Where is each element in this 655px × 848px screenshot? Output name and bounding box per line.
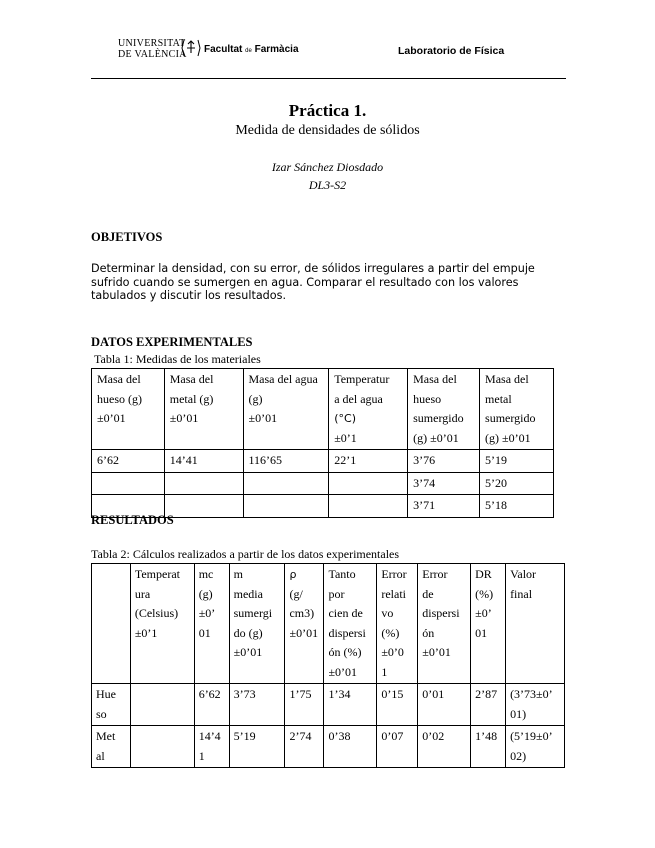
- header-cell-line: Temperatur: [334, 372, 390, 386]
- objectives-line: Determinar la densidad, con su error, de sólidos irregulares a partir del empuje: [91, 262, 535, 275]
- header-cell-line: ura: [134, 586, 151, 601]
- header-cell-line: ±0’: [475, 606, 492, 620]
- header-cell-line: Temperat: [134, 567, 180, 581]
- header-cell-line: dispersi: [422, 606, 460, 620]
- table-header-cell: [324, 564, 377, 684]
- cell-line: (3’73±0’: [510, 687, 553, 701]
- table-row: [92, 684, 565, 726]
- header-cell-line: ±0’01: [169, 411, 199, 425]
- table-cell: [194, 726, 229, 768]
- lab-name: Laboratorio de Física: [398, 45, 505, 57]
- table-cell: [92, 472, 165, 495]
- header-cell-line: do (g): [233, 625, 263, 640]
- header-divider: [91, 78, 566, 79]
- header-cell-line: 01: [475, 625, 488, 640]
- table-cell: [229, 726, 285, 768]
- header-cell-line: Masa del: [485, 372, 529, 386]
- header-cell-line: Valor: [510, 567, 537, 581]
- author-name: Izar Sánchez Diosdado: [271, 160, 384, 174]
- header-cell-line: sumergido: [413, 411, 464, 425]
- header-cell-line: m: [233, 567, 243, 581]
- table-header-cell: [329, 369, 408, 450]
- logo-faculty-prefix: Facultat: [204, 44, 243, 55]
- objectives-heading: OBJETIVOS: [91, 230, 163, 244]
- header-cell-line: sumergi: [233, 606, 273, 620]
- header-cell-line: ±0’01: [233, 645, 263, 659]
- header-cell-line: ±0’01: [97, 411, 126, 425]
- header-cell-line: (g) ±0’01: [413, 430, 459, 445]
- table-cell: [130, 726, 194, 768]
- cell-line: 5’19: [233, 729, 256, 743]
- table-header-cell: [194, 564, 229, 684]
- row-label-cell: [92, 726, 131, 768]
- header-cell-line: media: [233, 586, 263, 601]
- header-cell-line: (%): [381, 625, 400, 640]
- logo-university-text: [118, 38, 187, 60]
- table-cell: [377, 726, 418, 768]
- table-cell: 5’18: [480, 495, 554, 518]
- header-cell-line: (%): [475, 586, 494, 601]
- table-cell: [243, 495, 329, 518]
- header-cell-line: Tanto: [328, 567, 356, 581]
- table-header-cell: [243, 369, 329, 450]
- table-cell: 3’71: [408, 495, 480, 518]
- table-header-cell: [506, 564, 565, 684]
- table-header-row: [92, 369, 554, 450]
- cell-line: 2’74: [289, 729, 312, 743]
- table-header-cell: [471, 564, 506, 684]
- table-cell: [377, 684, 418, 726]
- header-cell-line: ±0’1: [134, 625, 158, 640]
- header-cell-line: hueso (g): [97, 391, 142, 406]
- header-cell-line: mc: [198, 567, 214, 581]
- table-cell: [164, 472, 243, 495]
- header-cell-line: sumergido: [485, 411, 536, 425]
- header-cell-line: (g) ±0’01: [485, 430, 531, 445]
- data-heading: DATOS EXPERIMENTALES: [91, 335, 253, 349]
- practice-subtitle: Medida de densidades de sólidos: [235, 123, 420, 138]
- cell-line: 1: [198, 748, 205, 763]
- header-cell-line: ón (%): [328, 645, 362, 659]
- cell-line: al: [96, 748, 105, 763]
- table-row: [92, 450, 554, 473]
- cell-line: 0’15: [381, 687, 404, 701]
- header-cell-line: relati: [381, 586, 406, 601]
- cell-line: 14’4: [198, 729, 221, 743]
- calculations-table: [91, 563, 565, 768]
- header-cell-line: hueso: [413, 391, 442, 406]
- university-faculty-logo: [118, 38, 299, 62]
- header-cell-line: dispersi: [328, 625, 366, 640]
- header-cell-line: Error: [422, 567, 448, 581]
- table2-caption: Tabla 2: Cálculos realizados a partir de los datos experimentales: [91, 547, 400, 561]
- table-cell: [243, 472, 329, 495]
- objectives-line: tabulados y discutir los resultados.: [91, 289, 287, 302]
- logo-faculty-de: de: [245, 48, 252, 54]
- logo-faculty-name: Farmàcia: [254, 44, 299, 55]
- header-cell-line: de: [422, 586, 434, 601]
- row-label-cell: [92, 684, 131, 726]
- header-cell-line: (Celsius): [134, 606, 179, 620]
- table-header-cell: [92, 369, 165, 450]
- header-cell-line: metal: [485, 391, 512, 406]
- table-cell: 6’62: [92, 450, 165, 473]
- faculty-emblem-icon: [181, 38, 201, 58]
- header-cell-line: ±0’01: [248, 411, 278, 425]
- header-cell-line: a del agua: [334, 391, 383, 406]
- table-cell: 14’41: [164, 450, 243, 473]
- header-cell-line: 1: [381, 664, 388, 679]
- cell-line: 01): [510, 706, 527, 721]
- cell-line: Met: [96, 729, 116, 743]
- header-cell-line: (g): [248, 391, 263, 406]
- table-cell: [285, 726, 324, 768]
- table-header-row: [92, 564, 565, 684]
- table-cell: [329, 495, 408, 518]
- header-cell-line: Masa del: [169, 372, 214, 386]
- header-cell-line: ±0’01: [422, 645, 451, 659]
- header-cell-line: vo: [381, 606, 394, 620]
- table-header-cell: [408, 369, 480, 450]
- cell-line: 0’01: [422, 687, 445, 701]
- results-heading: RESULTADOS: [91, 513, 174, 527]
- table-header-cell: [164, 369, 243, 450]
- logo-university-line: UNIVERSITAT DE VALÈNCIA: [118, 38, 187, 60]
- measurements-table: [91, 368, 554, 518]
- header-cell-line: cm3): [289, 606, 315, 620]
- header-cell-line: final: [510, 586, 533, 601]
- table-cell: [285, 684, 324, 726]
- table-cell: [324, 684, 377, 726]
- cell-line: 1’48: [475, 729, 498, 743]
- header-cell-line: (°C): [334, 412, 356, 425]
- header-cell-line: 01: [198, 625, 211, 640]
- table-cell: [229, 684, 285, 726]
- header-cell-line: Masa del agua: [248, 372, 318, 386]
- table-cell: [324, 726, 377, 768]
- header-cell-line: Masa del: [97, 372, 141, 386]
- header-cell-line: por: [328, 586, 345, 601]
- logo-faculty-text: [204, 44, 299, 55]
- header-cell-line: Error: [381, 567, 407, 581]
- header-cell-line: ±0’0: [381, 645, 404, 659]
- cell-line: 6’62: [198, 687, 221, 701]
- table-header-cell: [285, 564, 324, 684]
- cell-line: 2’87: [475, 687, 498, 701]
- header-cell-line: ρ: [289, 568, 297, 581]
- group-code: DL3-S2: [308, 178, 347, 192]
- header-cell-line: ±0’01: [328, 664, 358, 679]
- practice-title: Práctica 1.: [288, 101, 367, 120]
- header-cell-line: cien de: [328, 606, 363, 620]
- header-cell-line: ±0’: [198, 606, 216, 620]
- table-header-cell: [130, 564, 194, 684]
- table-cell: [194, 684, 229, 726]
- header-cell-line: Masa del: [413, 372, 457, 386]
- table-header-cell: [229, 564, 285, 684]
- header-cell-line: DR: [475, 567, 492, 581]
- cell-line: 0’07: [381, 729, 404, 743]
- table-cell: [506, 684, 565, 726]
- table-cell: [471, 726, 506, 768]
- cell-line: Hue: [96, 687, 116, 701]
- table-header-cell: [418, 564, 471, 684]
- cell-line: (5’19±0’: [510, 729, 553, 743]
- cell-line: 02): [510, 748, 527, 763]
- table-row: [92, 472, 554, 495]
- table-cell: 5’19: [480, 450, 554, 473]
- cell-line: 0’38: [328, 729, 351, 743]
- table-cell: [130, 684, 194, 726]
- objectives-paragraph: [91, 262, 571, 303]
- header-cell-line: (g): [198, 586, 213, 601]
- table1-caption: Tabla 1: Medidas de los materiales: [94, 352, 261, 366]
- table-cell: [418, 726, 471, 768]
- header-cell-line: ±0’01: [289, 625, 319, 640]
- table-cell: [506, 726, 565, 768]
- table-cell: [164, 495, 243, 518]
- table-cell: 5’20: [480, 472, 554, 495]
- table-header-cell: [92, 564, 131, 684]
- table-row: [92, 726, 565, 768]
- cell-line: 1’75: [289, 687, 312, 701]
- cell-line: 0’02: [422, 729, 445, 743]
- table-cell: 3’76: [408, 450, 480, 473]
- table-cell: 22’1: [329, 450, 408, 473]
- objectives-line: sufrido cuando se sumergen en agua. Comparar el resultado con los valores: [91, 275, 519, 289]
- table-cell: 116’65: [243, 450, 329, 473]
- table-header-cell: [480, 369, 554, 450]
- header-cell-line: (g/: [289, 586, 303, 601]
- header-cell-line: ±0’1: [334, 430, 357, 445]
- table-cell: [329, 472, 408, 495]
- header-cell-line: ón: [422, 625, 435, 640]
- table-cell: [471, 684, 506, 726]
- cell-line: 3’73: [233, 687, 256, 701]
- table-cell: [418, 684, 471, 726]
- cell-line: so: [96, 706, 107, 721]
- table-header-cell: [377, 564, 418, 684]
- table-cell: 3’74: [408, 472, 480, 495]
- cell-line: 1’34: [328, 687, 351, 701]
- header-cell-line: metal (g): [169, 391, 214, 406]
